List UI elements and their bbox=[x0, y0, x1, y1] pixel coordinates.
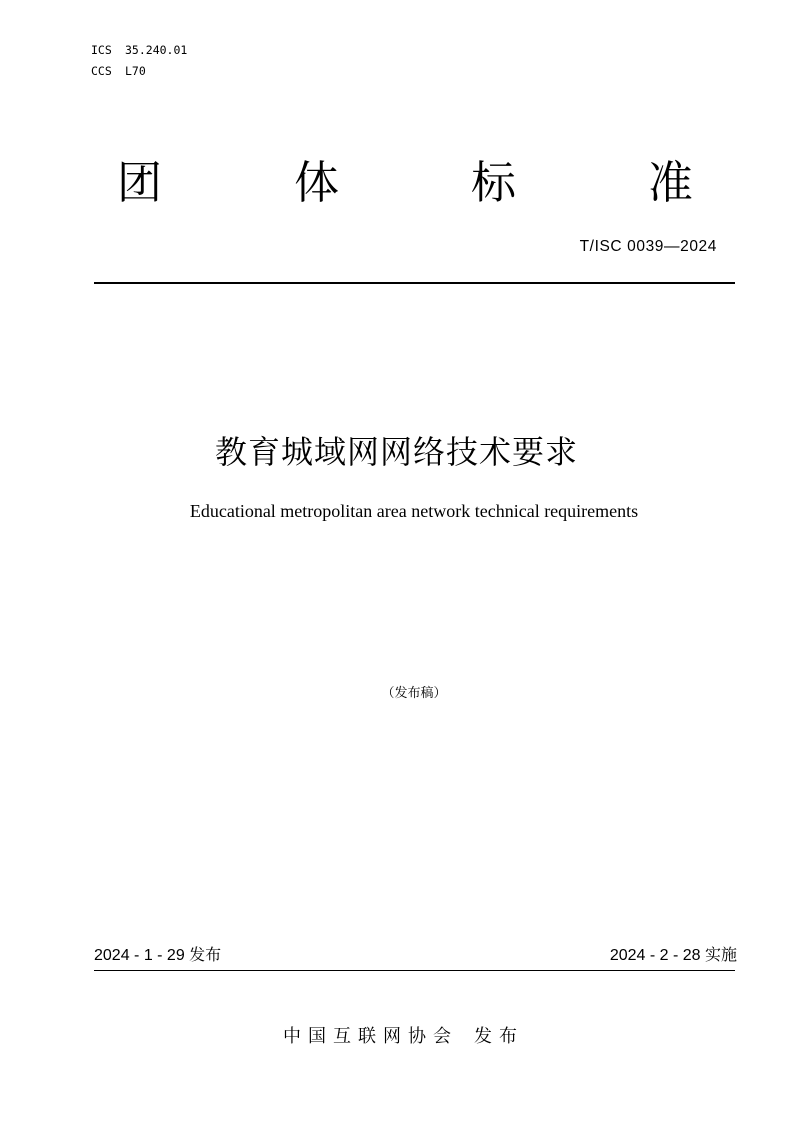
draft-status: （发布稿） bbox=[381, 686, 447, 701]
ccs-row bbox=[91, 61, 187, 82]
ics-label: ICS bbox=[91, 43, 112, 57]
ccs-label: CCS bbox=[91, 64, 112, 78]
title-char-2: 体 bbox=[294, 156, 340, 209]
title-char-3: 标 bbox=[471, 156, 517, 209]
publish-date: 2024 - 1 - 29 发布 bbox=[94, 947, 222, 964]
title-english: Educational metropolitan area network technical requirements bbox=[189, 501, 639, 521]
ics-row bbox=[91, 40, 187, 61]
title-chinese: 教育城域网网络技术要求 bbox=[214, 433, 578, 471]
publisher-action: 发布 bbox=[474, 1026, 524, 1047]
classification-codes bbox=[91, 40, 187, 82]
standard-number: T/ISC 0039—2024 bbox=[579, 238, 717, 255]
ccs-value: L70 bbox=[125, 64, 146, 78]
top-divider bbox=[94, 282, 735, 284]
ics-value: 35.240.01 bbox=[125, 43, 188, 57]
publisher-line bbox=[0, 1025, 793, 1049]
title-char-4: 准 bbox=[648, 156, 694, 209]
document-type-title bbox=[0, 150, 793, 216]
implement-date: 2024 - 2 - 28 实施 bbox=[609, 947, 737, 964]
publisher-org: 中国互联网协会 bbox=[283, 1026, 458, 1047]
title-char-1: 团 bbox=[117, 156, 163, 209]
bottom-divider bbox=[94, 970, 735, 971]
